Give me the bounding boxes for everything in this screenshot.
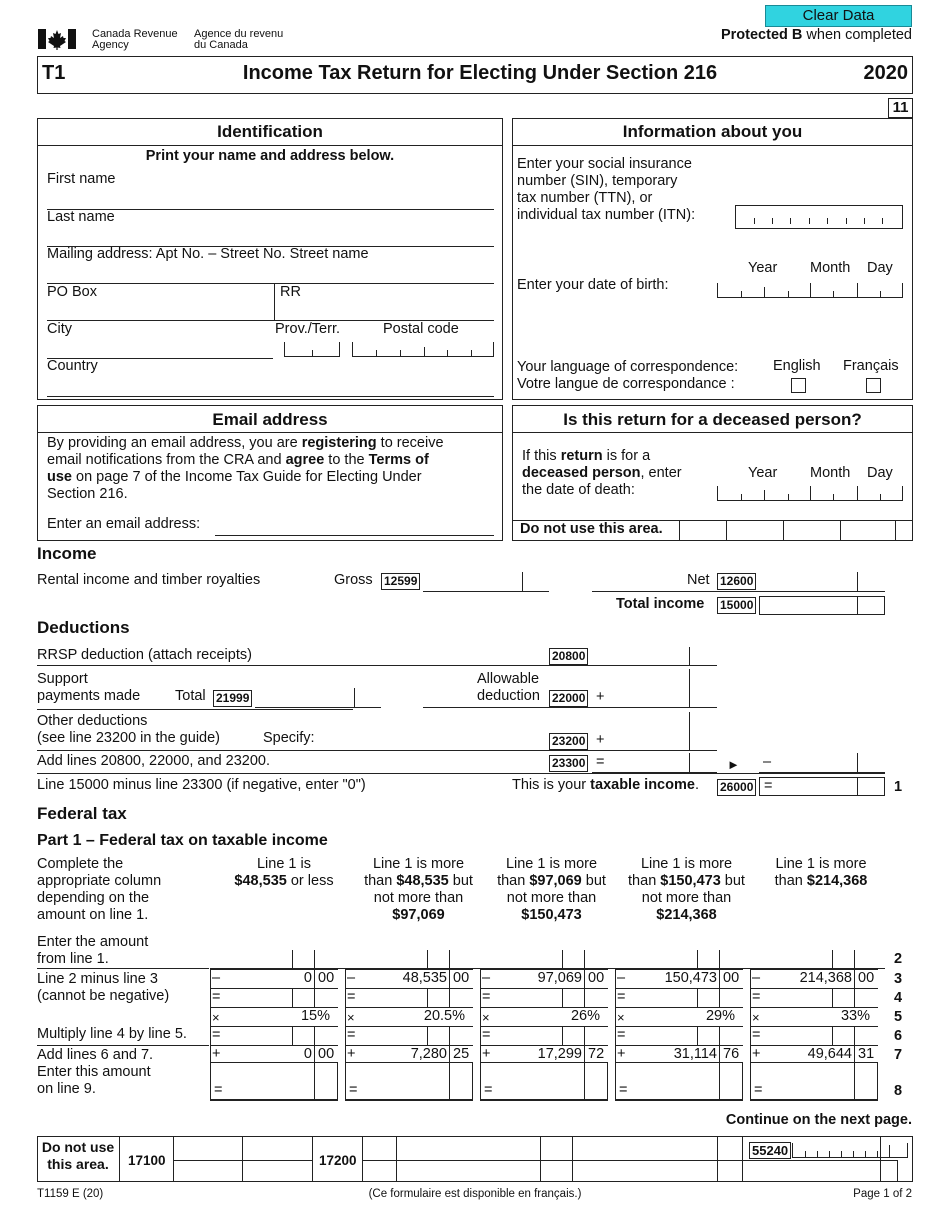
rate-col-2: 20.5% xyxy=(423,1008,465,1024)
rule-col-5 xyxy=(750,1100,878,1101)
line-number-2: 2 xyxy=(894,951,903,967)
box-number: 11 xyxy=(888,98,913,118)
line-12599-code: 12599 xyxy=(381,573,420,590)
date-of-death-field[interactable] xyxy=(717,486,903,501)
row-label-enter9-1: Enter this amount xyxy=(37,1064,151,1080)
taxable-income-instruction: Line 15000 minus line 23300 (if negative, enter "0") xyxy=(37,777,366,793)
footer-id-field[interactable] xyxy=(792,1143,908,1158)
times-sign-col-5: × xyxy=(752,1010,760,1025)
base-tax-dollars-col-5: 49,644 xyxy=(807,1046,852,1062)
support-label-2: payments made xyxy=(37,688,141,704)
part1-heading: Part 1 – Federal tax on taxable income xyxy=(37,832,328,849)
mailing-address-label: Mailing address: Apt No. – Street No. Street name xyxy=(47,246,369,262)
equals-sign-col-5-line8: = xyxy=(754,1082,763,1098)
line6-field-col-5[interactable] xyxy=(764,1026,878,1045)
english-label: English xyxy=(773,358,821,374)
divider-col-4 xyxy=(719,1062,720,1100)
support-label-1: Support xyxy=(37,671,88,687)
times-sign-col-3: × xyxy=(482,1010,490,1025)
plus-sign-col-2: + xyxy=(347,1046,356,1062)
rule-col-2 xyxy=(345,1100,473,1101)
code-17100: 17100 xyxy=(128,1153,166,1168)
rate-col-5: 33% xyxy=(840,1008,870,1024)
base-tax-cents-col-4: 76 xyxy=(723,1046,740,1062)
agency-name-fr-2: du Canada xyxy=(194,39,248,51)
column-heading-2: Line 1 is more than $48,535 but not more than $97,069 xyxy=(364,856,473,923)
threshold-cents-col-3: 00 xyxy=(588,970,605,986)
mailing-address-field[interactable] xyxy=(47,283,494,284)
line-number-5: 5 xyxy=(894,1009,903,1025)
minus-sign-col-2: – xyxy=(347,970,356,986)
divider-col-4 xyxy=(719,969,720,988)
equals-sign-col-3-line8: = xyxy=(484,1082,493,1098)
rule-col-1 xyxy=(210,1100,338,1101)
line2-field-col-1[interactable] xyxy=(210,950,338,969)
line2-field-col-2[interactable] xyxy=(345,950,473,969)
other-deductions-label-1: Other deductions xyxy=(37,713,148,729)
net-rental-field[interactable] xyxy=(592,591,885,592)
line6-field-col-4[interactable] xyxy=(629,1026,743,1045)
dod-month-label: Month xyxy=(810,465,851,481)
deceased-text-2: deceased person, enter xyxy=(522,465,682,481)
equals-sign-23300: = xyxy=(596,754,605,770)
equals-sign-col-1-line8: = xyxy=(214,1082,223,1098)
plus-sign-col-5: + xyxy=(752,1046,761,1062)
line-number-4: 4 xyxy=(894,990,903,1006)
equals-sign-col-1-line4: = xyxy=(212,989,221,1005)
times-sign-col-2: × xyxy=(347,1010,355,1025)
email-notice-1: By providing an email address, you are registering to receive xyxy=(47,435,444,451)
protected-b-note: Protected B when completed xyxy=(720,27,912,43)
line6-field-col-2[interactable] xyxy=(359,1026,473,1045)
line6-field-col-3[interactable] xyxy=(494,1026,608,1045)
divider-col-5 xyxy=(854,1062,855,1100)
line8-result-col-2[interactable] xyxy=(345,1062,473,1100)
equals-sign-col-3-line4: = xyxy=(482,989,491,1005)
equals-sign-col-1-line6: = xyxy=(212,1027,221,1043)
page-title: Income Tax Return for Electing Under Section 216 xyxy=(242,62,718,84)
column-separator-3 xyxy=(480,969,481,1062)
code-55240: 55240 xyxy=(749,1142,791,1159)
deceased-heading: Is this return for a deceased person? xyxy=(563,410,862,429)
threshold-dollars-col-2: 48,535 xyxy=(402,970,447,986)
sin-field[interactable] xyxy=(735,205,903,229)
equals-sign-col-5-line4: = xyxy=(752,989,761,1005)
line-number-7: 7 xyxy=(894,1047,903,1063)
base-tax-cents-col-2: 25 xyxy=(453,1046,470,1062)
sin-label-4: individual tax number (ITN): xyxy=(517,207,696,223)
threshold-cents-col-4: 00 xyxy=(723,970,740,986)
rate-col-1: 15% xyxy=(300,1008,330,1024)
email-notice-3: use on page 7 of the Income Tax Guide for Electing Under xyxy=(47,469,422,485)
federal-tax-heading: Federal tax xyxy=(37,804,127,823)
equals-sign-col-4-line6: = xyxy=(617,1027,626,1043)
deceased-text-1: If this return is for a xyxy=(522,448,651,464)
prov-terr-field[interactable] xyxy=(284,342,340,357)
threshold-cents-col-5: 00 xyxy=(858,970,875,986)
line6-field-col-1[interactable] xyxy=(224,1026,338,1045)
line8-result-col-5[interactable] xyxy=(750,1062,878,1100)
last-name-label: Last name xyxy=(47,209,115,225)
column-heading-4: Line 1 is more than $150,473 but not more than $214,368 xyxy=(628,856,745,923)
threshold-cents-col-1: 00 xyxy=(318,970,335,986)
other-deductions-field[interactable] xyxy=(37,750,717,751)
line4-field-col-4[interactable] xyxy=(629,988,743,1007)
add-lines-label: Add lines 20800, 22000, and 23200. xyxy=(37,753,271,769)
threshold-dollars-col-3: 97,069 xyxy=(537,970,582,986)
french-availability-note: (Ce formulaire est disponible en français.) xyxy=(368,1188,582,1200)
do-not-use-area-label: Do not use this area. xyxy=(520,521,663,537)
row-label-minus-1: Line 2 minus line 3 xyxy=(37,971,158,987)
line8-result-col-4[interactable] xyxy=(615,1062,743,1100)
english-checkbox[interactable] xyxy=(791,378,806,393)
line-number-6: 6 xyxy=(894,1028,903,1044)
line4-field-col-5[interactable] xyxy=(764,988,878,1007)
line2-field-col-5[interactable] xyxy=(750,950,878,969)
do-not-use-footer-label: Do not use this area. xyxy=(41,1139,115,1172)
code-17200: 17200 xyxy=(319,1153,357,1168)
line8-result-col-3[interactable] xyxy=(480,1062,608,1100)
line4-field-col-1[interactable] xyxy=(224,988,338,1007)
intro-text-2: appropriate column xyxy=(37,873,162,889)
rrsp-field[interactable] xyxy=(592,665,717,666)
divider-col-1 xyxy=(314,969,315,988)
allowable-deduction-field[interactable] xyxy=(423,707,717,708)
line-number-1: 1 xyxy=(894,779,903,795)
base-tax-dollars-col-4: 31,114 xyxy=(673,1046,717,1062)
francais-label: Français xyxy=(843,358,899,374)
column-heading-3: Line 1 is more than $97,069 but not more than $150,473 xyxy=(497,856,606,923)
intro-text-4: amount on line 1. xyxy=(37,907,149,923)
base-tax-cents-col-1: 00 xyxy=(318,1046,335,1062)
base-tax-dollars-col-1: 0 xyxy=(303,1046,312,1062)
line-number-3: 3 xyxy=(894,971,903,987)
language-label-en: Your language of correspondence: xyxy=(517,359,739,375)
rule-col-4 xyxy=(615,1100,743,1101)
line-23300-code: 23300 xyxy=(549,755,588,772)
divider-col-1 xyxy=(314,1062,315,1100)
minus-sign-col-1: – xyxy=(212,970,221,986)
income-heading: Income xyxy=(37,544,97,563)
email-input-label: Enter an email address: xyxy=(47,516,201,532)
sin-label-1: Enter your social insurance xyxy=(517,156,692,172)
line-12600-code: 12600 xyxy=(717,573,756,590)
email-notice-4: Section 216. xyxy=(47,486,128,502)
minus-sign-col-5: – xyxy=(752,970,761,986)
dod-year-label: Year xyxy=(748,465,778,481)
column-separator-5 xyxy=(750,969,751,1062)
equals-sign-col-2-line8: = xyxy=(349,1082,358,1098)
threshold-cents-col-2: 00 xyxy=(453,970,470,986)
line4-field-col-2[interactable] xyxy=(359,988,473,1007)
times-sign-col-4: × xyxy=(617,1010,625,1025)
dob-year-label: Year xyxy=(748,260,778,276)
equals-sign-col-5-line6: = xyxy=(752,1027,761,1043)
plus-sign-22000: + xyxy=(596,689,605,705)
language-label-fr: Votre langue de correspondance : xyxy=(517,376,735,392)
dob-label: Enter your date of birth: xyxy=(517,277,669,293)
agency-name-en-2: Agency xyxy=(92,39,129,51)
divider-col-2 xyxy=(449,969,450,988)
minus-sign-col-3: – xyxy=(482,970,491,986)
first-name-label: First name xyxy=(47,171,116,187)
row-label-minus-2: (cannot be negative) xyxy=(37,988,170,1004)
taxable-income-field[interactable] xyxy=(759,777,885,796)
sin-label-2: number (SIN), temporary xyxy=(517,173,678,189)
threshold-dollars-col-5: 214,368 xyxy=(799,970,852,986)
row-label-enter-1: Enter the amount xyxy=(37,934,149,950)
agency-name-fr-1: Agence du revenu xyxy=(194,28,284,40)
info-about-you-heading: Information about you xyxy=(622,122,803,141)
equals-sign-col-2-line6: = xyxy=(347,1027,356,1043)
specify-label: Specify: xyxy=(263,730,315,746)
base-tax-dollars-col-3: 17,299 xyxy=(537,1046,582,1062)
equals-sign-col-4-line8: = xyxy=(619,1082,628,1098)
line-number-8: 8 xyxy=(894,1083,903,1099)
row-label-enter-2: from line 1. xyxy=(37,951,109,967)
postal-code-label: Postal code xyxy=(383,321,459,337)
email-notice-2: email notifications from the CRA and agree to the Terms of xyxy=(47,452,429,468)
allowable-label-1: Allowable xyxy=(477,671,540,687)
equals-sign-col-4-line4: = xyxy=(617,989,626,1005)
dob-day-label: Day xyxy=(867,260,893,276)
intro-text-1: Complete the xyxy=(37,856,124,872)
line2-field-col-3[interactable] xyxy=(480,950,608,969)
equals-sign-26000: = xyxy=(764,778,773,794)
base-tax-dollars-col-2: 7,280 xyxy=(410,1046,447,1062)
country-label: Country xyxy=(47,358,98,374)
po-box-label: PO Box xyxy=(47,284,97,300)
gross-label: Gross xyxy=(334,572,373,588)
line-15000-code: 15000 xyxy=(717,597,756,614)
divider-col-3 xyxy=(584,969,585,988)
gross-rental-field[interactable] xyxy=(423,591,549,592)
column-separator-1 xyxy=(210,969,211,1062)
column-heading-5: Line 1 is more than $214,368 xyxy=(774,856,868,889)
email-heading: Email address xyxy=(212,410,328,429)
dod-day-label: Day xyxy=(867,465,893,481)
arrow-icon: ► xyxy=(727,757,740,772)
rule-line3-top xyxy=(210,968,885,969)
column-separator-2 xyxy=(345,969,346,1062)
page-number: Page 1 of 2 xyxy=(853,1188,912,1200)
line8-result-col-1[interactable] xyxy=(210,1062,338,1100)
form-id: T1159 E (20) xyxy=(37,1188,104,1200)
threshold-dollars-col-4: 150,473 xyxy=(664,970,717,986)
other-deductions-label-2: (see line 23200 in the guide) xyxy=(37,730,220,746)
net-label: Net xyxy=(687,572,710,588)
column-separator-4 xyxy=(615,969,616,1062)
dob-field[interactable] xyxy=(717,283,903,298)
form-code: T1 xyxy=(42,62,66,84)
base-tax-cents-col-5: 31 xyxy=(858,1046,875,1062)
base-tax-cents-col-3: 72 xyxy=(588,1046,605,1062)
agency-name-en-1: Canada Revenue xyxy=(92,28,178,40)
email-input[interactable] xyxy=(215,535,494,536)
canada-flag-logo xyxy=(38,28,76,50)
plus-sign-col-4: + xyxy=(617,1046,626,1062)
postal-code-field[interactable] xyxy=(352,342,494,357)
country-field[interactable] xyxy=(47,396,494,397)
times-sign-col-1: × xyxy=(212,1010,220,1025)
line4-field-col-3[interactable] xyxy=(494,988,608,1007)
support-total-label: Total xyxy=(175,688,206,704)
line-20800-code: 20800 xyxy=(549,648,588,665)
line2-field-col-4[interactable] xyxy=(615,950,743,969)
equals-sign-col-3-line6: = xyxy=(482,1027,491,1043)
rate-col-4: 29% xyxy=(705,1008,735,1024)
total-income-label: Total income xyxy=(616,596,705,612)
allowable-label-2: deduction xyxy=(477,688,540,704)
rental-income-label: Rental income and timber royalties xyxy=(37,572,261,588)
rule-col-3 xyxy=(480,1100,608,1101)
sin-label-3: tax number (TTN), or xyxy=(517,190,653,206)
row-label-enter9-2: on line 9. xyxy=(37,1081,96,1097)
total-income-field[interactable] xyxy=(759,596,885,615)
rate-col-3: 26% xyxy=(570,1008,600,1024)
identification-heading: Identification xyxy=(217,122,323,141)
line-21999-code: 21999 xyxy=(213,690,252,707)
row-label-add: Add lines 6 and 7. xyxy=(37,1047,154,1063)
form-year: 2020 xyxy=(863,62,908,84)
francais-checkbox[interactable] xyxy=(866,378,881,393)
threshold-dollars-col-1: 0 xyxy=(303,970,312,986)
deceased-text-3: the date of death: xyxy=(522,482,635,498)
intro-text-3: depending on the xyxy=(37,890,150,906)
divider-col-3 xyxy=(584,1062,585,1100)
column-heading-1: Line 1 is $48,535 or less xyxy=(234,856,334,889)
taxable-income-label: This is your taxable income. xyxy=(512,777,699,793)
line-26000-code: 26000 xyxy=(717,779,756,796)
prov-terr-label: Prov./Terr. xyxy=(275,321,340,337)
plus-sign-23200: + xyxy=(596,732,605,748)
minus-sign-col-4: – xyxy=(617,970,626,986)
clear-data-button[interactable]: Clear Data xyxy=(765,5,912,27)
plus-sign-col-1: + xyxy=(212,1046,221,1062)
dob-month-label: Month xyxy=(810,260,851,276)
rrsp-label: RRSP deduction (attach receipts) xyxy=(37,647,252,663)
divider-col-2 xyxy=(449,1062,450,1100)
support-total-field[interactable] xyxy=(255,707,381,708)
plus-sign-col-3: + xyxy=(482,1046,491,1062)
print-name-label: Print your name and address below. xyxy=(145,148,395,164)
deductions-heading: Deductions xyxy=(37,618,130,637)
line-23200-code: 23200 xyxy=(549,733,588,750)
divider-col-5 xyxy=(854,969,855,988)
rr-label: RR xyxy=(280,284,301,300)
equals-sign-col-2-line4: = xyxy=(347,989,356,1005)
row-label-multiply: Multiply line 4 by line 5. xyxy=(37,1026,187,1042)
city-label: City xyxy=(47,321,72,337)
continue-note: Continue on the next page. xyxy=(725,1112,912,1128)
minus-sign: – xyxy=(763,754,772,770)
line-22000-code: 22000 xyxy=(549,690,588,707)
